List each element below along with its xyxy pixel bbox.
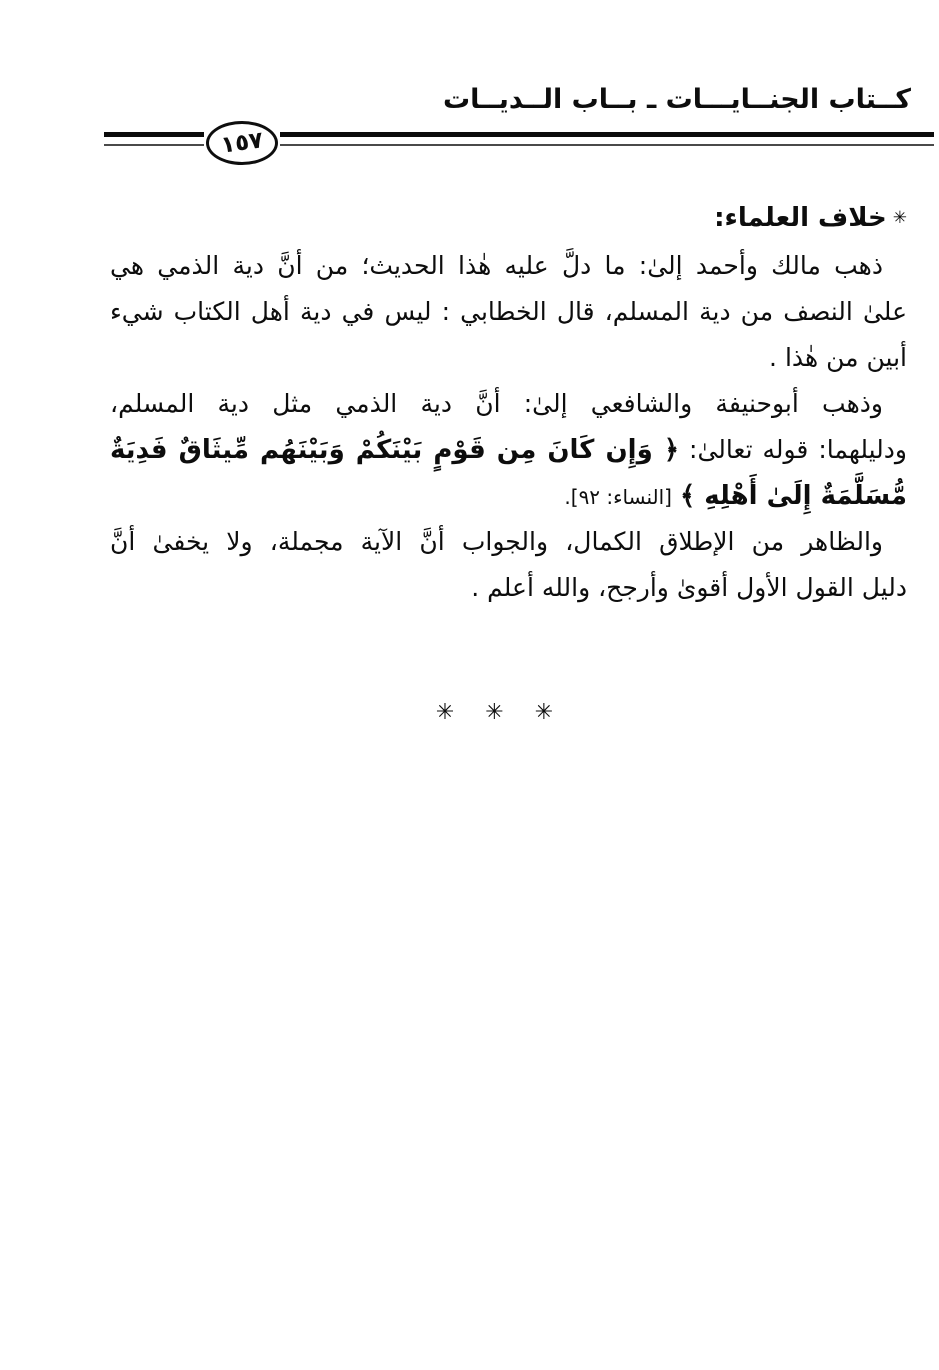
verse-intro: ودليلهما: قوله تعالىٰ: — [679, 435, 907, 464]
page-body — [110, 196, 907, 611]
asterisk-icon: ✳ — [435, 700, 455, 725]
section-end-separator — [25, 700, 939, 725]
chapter-title: كــتاب الجنــايـــات ـ بــاب الــديــات — [442, 84, 911, 115]
verse-reference: [النساء: ٩٢]. — [564, 485, 672, 509]
rule-thick-line — [280, 132, 934, 137]
rule-thin-line — [104, 144, 204, 146]
paragraph2-line3 — [110, 473, 907, 519]
paragraph2-line2 — [110, 427, 907, 473]
paragraph2-line1: وذهب أبوحنيفة والشافعي إلىٰ: أنَّ دية الذمي مثل دية المسلم، — [110, 389, 883, 418]
paragraph1-line3: أبين من هٰذا . — [769, 343, 907, 372]
quran-verse-part2: مُّسَلَّمَةٌ إِلَىٰ أَهْلِهِ ﴾ — [679, 481, 907, 511]
quran-verse-part1: ﴿ وَإِن كَانَ مِن قَوْمٍ بَيْنَكُمْ وَبَيْنَهُم مِّيثَاقٌ فَدِيَةٌ — [110, 435, 680, 465]
paragraph3-line2: دليل القول الأول أقوىٰ وأرجح، والله أعلم . — [471, 573, 907, 602]
asterisk-icon: ✳ — [485, 700, 504, 725]
section-heading-label: خلاف العلماء: — [714, 203, 887, 233]
header-rule — [104, 121, 934, 167]
rule-right-segment — [280, 121, 934, 146]
page-number-badge — [206, 121, 278, 165]
section-marker-icon: ✳ — [892, 208, 907, 228]
paragraph3-line1: والظاهر من الإطلاق الكمال، والجواب أنَّ الآية مجملة، ولا يخفىٰ أنَّ — [110, 527, 883, 556]
rule-left-segment — [104, 121, 204, 146]
paragraph1-line1: ذهب مالك وأحمد إلىٰ: ما دلَّ عليه هٰذا الحديث؛ من أنَّ دية الذمي هي — [110, 251, 883, 280]
section-heading — [110, 196, 907, 243]
asterisk-icon: ✳ — [534, 700, 554, 725]
rule-thin-line — [280, 144, 934, 146]
page-number: ١٥٧ — [219, 127, 265, 159]
paragraph1-line2: علىٰ النصف من دية المسلم، قال الخطابي : ليس في دية أهل الكتاب شيء — [110, 297, 907, 326]
rule-thick-line — [104, 132, 204, 137]
